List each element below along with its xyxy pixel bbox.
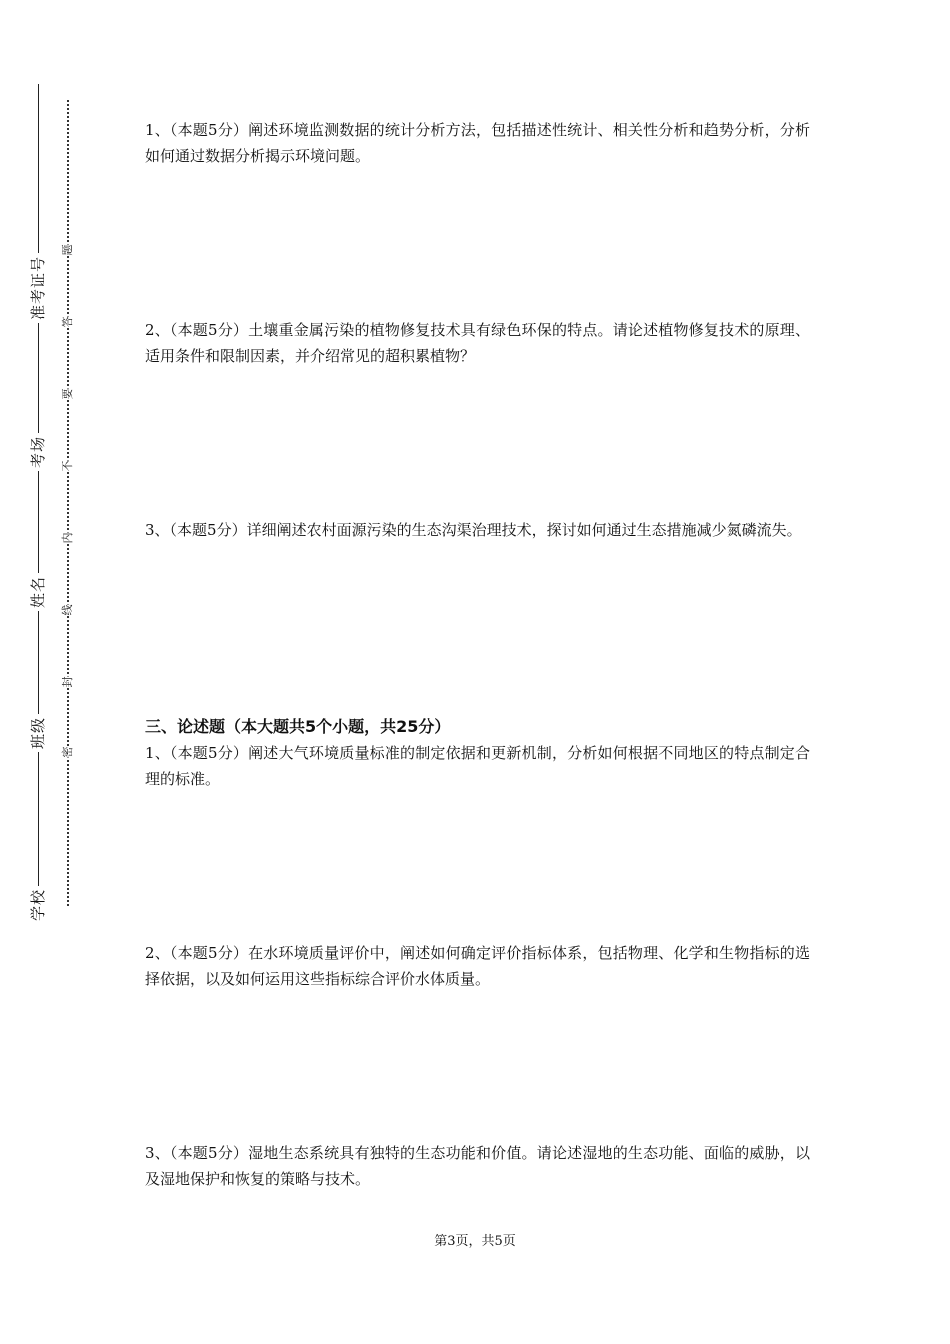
- seal-char: 要: [61, 388, 74, 400]
- field-school: 学校: [27, 886, 49, 924]
- question-3-2: 2、（本题5分）在水环境质量评价中，阐述如何确定评价指标体系，包括物理、化学和生物指标的选择依据，以及如何运用这些指标综合评价水体质量。: [145, 944, 810, 988]
- field-exam-id: 准考证号: [27, 253, 49, 323]
- question-3-1: 1、（本题5分）阐述大气环境质量标准的制定依据和更新机制，分析如何根据不同地区的特点制定合理的标准。: [145, 744, 810, 788]
- seal-char: 线: [61, 604, 74, 616]
- field-class: 班级: [27, 714, 49, 752]
- seal-char: 封: [61, 676, 74, 688]
- seal-char: 题: [61, 244, 74, 256]
- question-2-1: 1、（本题5分）阐述环境监测数据的统计分析方法，包括描述性统计、相关性分析和趋势分析，分析如何通过数据分析揭示环境问题。: [145, 121, 810, 165]
- question-2-3: 3、（本题5分）详细阐述农村面源污染的生态沟渠治理技术，探讨如何通过生态措施减少氮磷流失。: [145, 521, 802, 539]
- binding-solid-line: [38, 84, 39, 922]
- seal-char: 内: [61, 532, 74, 544]
- seal-dotted-line: [67, 100, 69, 906]
- question-2-2: 2、（本题5分）土壤重金属污染的植物修复技术具有绿色环保的特点。请论述植物修复技术的原理、适用条件和限制因素，并介绍常见的超积累植物？: [145, 321, 810, 365]
- seal-char: 答: [61, 316, 74, 328]
- field-exam-room: 考场: [27, 433, 49, 471]
- section-title: 三、论述题（本大题共5个小题，共25分）: [145, 717, 451, 736]
- binding-margin: [0, 0, 110, 1344]
- field-name: 姓名: [27, 573, 49, 611]
- seal-char: 不: [61, 460, 74, 472]
- question-3-3: 3、（本题5分）湿地生态系统具有独特的生态功能和价值。请论述湿地的生态功能、面临的威胁，以及湿地保护和恢复的策略与技术。: [145, 1144, 810, 1188]
- seal-char: 密: [61, 746, 74, 758]
- page-number: 第3页，共5页: [434, 1234, 516, 1249]
